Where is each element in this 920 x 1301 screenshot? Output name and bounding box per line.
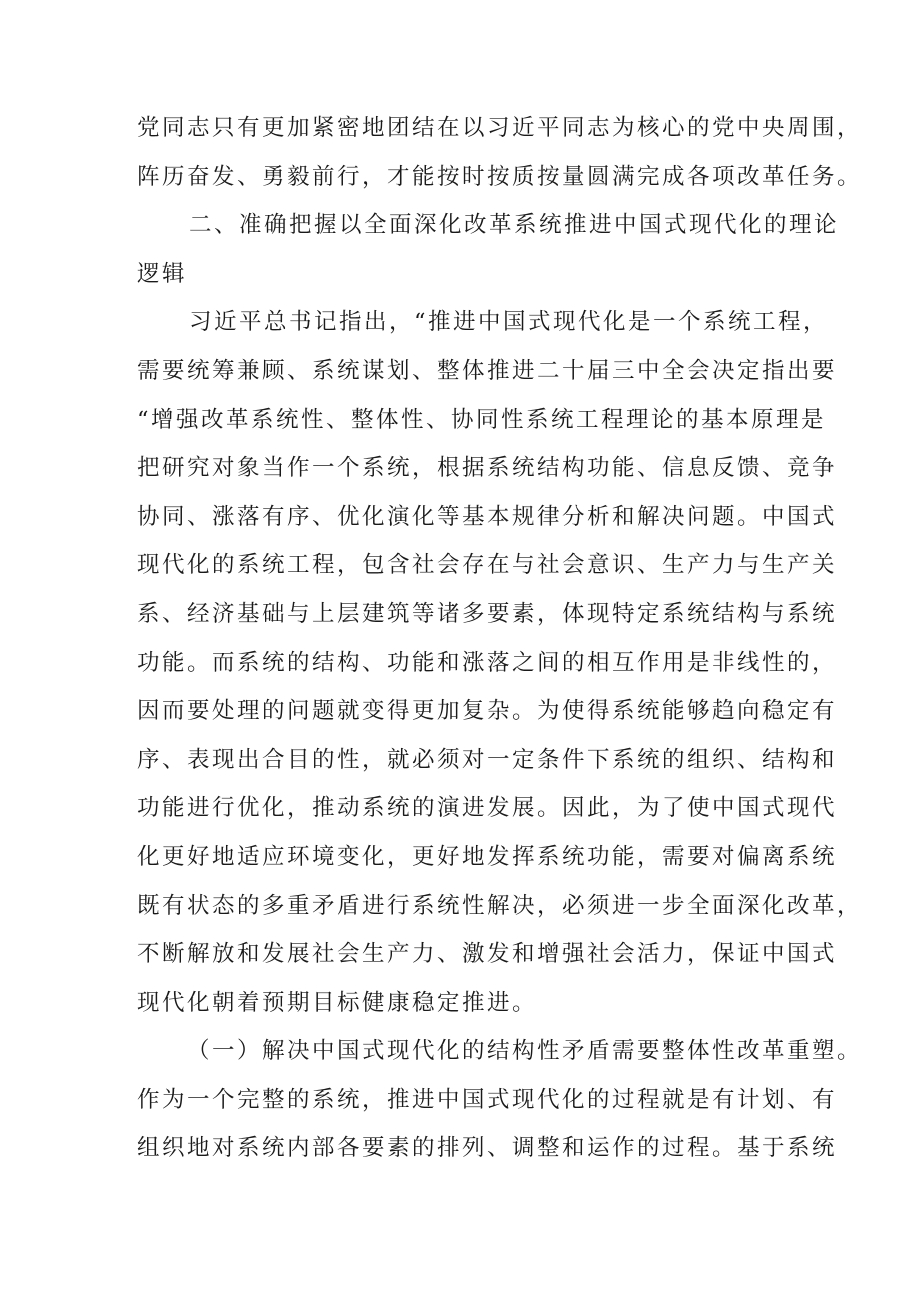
paragraph-line: 组织地对系统内部各要素的排列、调整和运作的过程。基于系统 (137, 1135, 838, 1162)
subsection-heading-line: （一）解决中国式现代化的结构性矛盾需要整体性改革重塑。 (187, 1038, 863, 1065)
paragraph-line: “增强改革系统性、整体性、协同性系统工程理论的基本原理是 (137, 406, 827, 433)
paragraph-line: 把研究对象当作一个系统，根据系统结构功能、信息反馈、竞争 (137, 455, 838, 482)
paragraph-line: 现代化的系统工程，包含社会存在与社会意识、生产力与生产关 (137, 552, 838, 579)
paragraph-line: 功能。而系统的结构、功能和涨落之间的相互作用是非线性的， (137, 649, 838, 676)
section-heading-line: 二、准确把握以全面深化改革系统推进中国式现代化的理论 (189, 212, 840, 239)
paragraph-line: 协同、涨落有序、优化演化等基本规律分析和解决问题。中国式 (137, 503, 838, 530)
paragraph-line: 化更好地适应环境变化，更好地发挥系统功能，需要对偏离系统 (137, 843, 838, 870)
paragraph-line: 阵历奋发、勇毅前行，才能按时按质按量圆满完成各项改革任务。 (137, 163, 863, 190)
paragraph-line: 习近平总书记指出，“推进中国式现代化是一个系统工程， (189, 309, 829, 336)
paragraph-line: 需要统筹兼顾、系统谋划、整体推进二十届三中全会决定指出要 (137, 357, 838, 384)
paragraph-line: 因而要处理的问题就变得更加复杂。为使得系统能够趋向稳定有 (137, 698, 838, 725)
paragraph-line: 现代化朝着预期目标健康稳定推进。 (137, 989, 538, 1016)
paragraph-line: 党同志只有更加紧密地团结在以习近平同志为核心的党中央周围， (137, 115, 863, 141)
section-heading-line: 逻辑 (137, 260, 188, 287)
paragraph-line: 不断解放和发展社会生产力、激发和增强社会活力，保证中国式 (137, 941, 838, 968)
document-body (137, 104, 863, 1173)
paragraph-line: 作为一个完整的系统，推进中国式现代化的过程就是有计划、有 (137, 1086, 838, 1113)
paragraph-line: 功能进行优化，推动系统的演进发展。因此，为了使中国式现代 (137, 795, 838, 822)
paragraph-line: 序、表现出合目的性，就必须对一定条件下系统的组织、结构和 (137, 746, 838, 773)
paragraph-line: 系、经济基础与上层建筑等诸多要素，体现特定系统结构与系统 (137, 600, 838, 627)
paragraph-line: 既有状态的多重矛盾进行系统性解决，必须进一步全面深化改革， (137, 892, 863, 919)
